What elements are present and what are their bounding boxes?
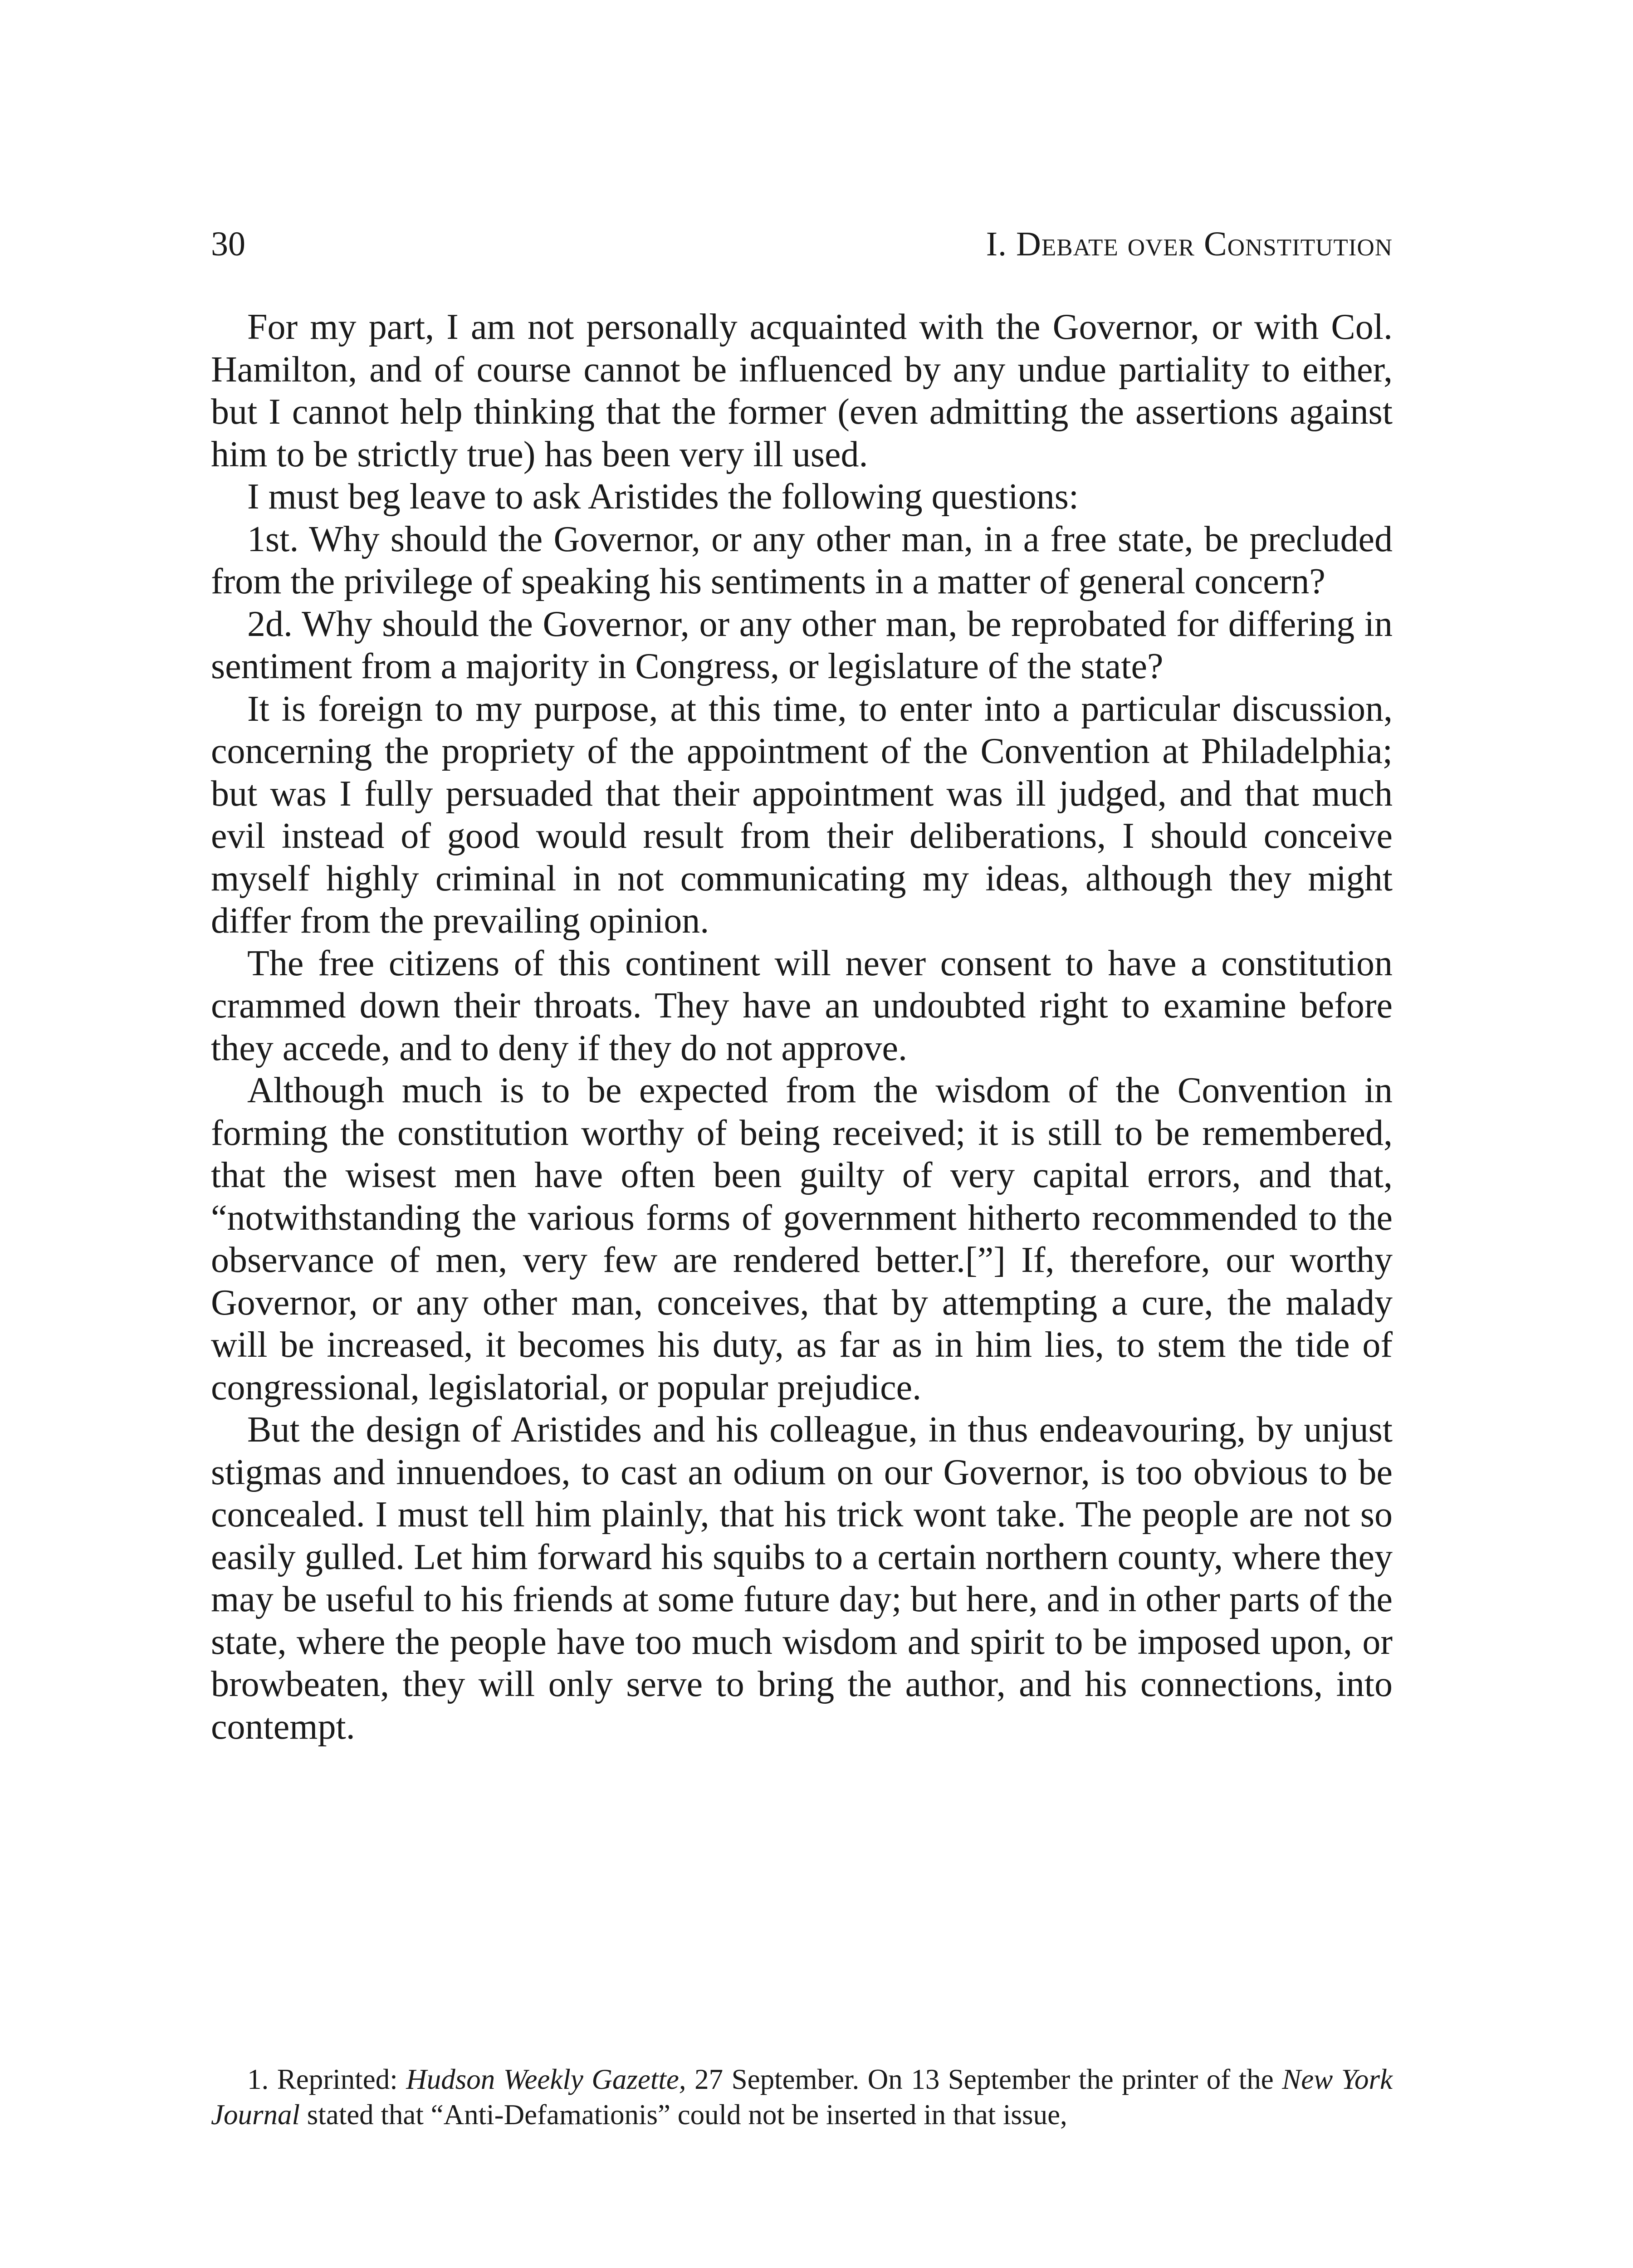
footnote-text xyxy=(211,2062,1393,2132)
paragraph: 2d. Why should the Governor, or any other man, be reprobated for differing in sentiment from a majority in Congress, or legislature of the state? xyxy=(211,604,1393,686)
page-header xyxy=(211,221,1393,267)
paragraph: Although much is to be expected from the wisdom of the Convention in forming the constitution worthy of being received; it is still to be remembered, that the wisest men have often been guilty of very capital errors, and that, “notwithstanding the various forms of government hitherto recommended to the observance of men, very few are rendered better.[”] If, therefore, our worthy Governor, or any other man, conceives, that by attempting a cure, the malady will be increased, it becomes his duty, as far as in him lies, to stem the tide of congressional, legislatorial, or popular prejudice. xyxy=(211,1070,1393,1408)
footnote-text-tail: stated that “Anti-Defamationis” could not be inserted in that issue, xyxy=(299,2099,1067,2131)
body-text xyxy=(211,306,1393,1748)
footnote-newspaper-title: New York Journal xyxy=(211,2063,1393,2131)
paragraph: The free citizens of this continent will never consent to have a constitution crammed down their throats. They have an undoubted right to examine before they accede, and to deny if they do not approve. xyxy=(211,943,1393,1068)
footnote-text-middle: 27 September. On 13 September the printer of the xyxy=(686,2063,1282,2095)
paragraph: I must beg leave to ask Aristides the following questions: xyxy=(247,477,1079,517)
footnote xyxy=(211,2062,1393,2132)
page-number: 30 xyxy=(211,225,245,263)
running-head: I. Debate over Constitution xyxy=(986,225,1393,263)
footnote-lead: 1. Reprinted: xyxy=(247,2063,406,2095)
paragraph: But the design of Aristides and his colleague, in thus endeavouring, by unjust stigmas and innuendoes, to cast an odium on our Governor, is too obvious to be concealed. I must tell him plainly, that his trick wont take. The people are not so easily gulled. Let him forward his squibs to a certain northern county, where they may be useful to his friends at some future day; but here, and in other parts of the state, where the people have too much wisdom and spirit to be imposed upon, or browbeaten, they will only serve to bring the author, and his connections, into contempt. xyxy=(211,1410,1393,1747)
paragraph: For my part, I am not personally acquainted with the Governor, or with Col. Hamilton, and of course cannot be influenced by any undue partiality to either, but I cannot help thinking that the former (even admitting the assertions against him to be strictly true) has been very ill used. xyxy=(211,307,1393,474)
paragraph: 1st. Why should the Governor, or any other man, in a free state, be precluded from the privilege of speaking his sentiments in a matter of general concern? xyxy=(211,519,1393,601)
footnote-newspaper-title: Hudson Weekly Gazette, xyxy=(406,2063,686,2095)
paragraph: It is foreign to my purpose, at this time, to enter into a particular discussion, concerning the propriety of the appointment of the Convention at Philadelphia; but was I fully persuaded that their appointment was ill judged, and that much evil instead of good would result from their deliberations, I should conceive myself highly criminal in not communicating my ideas, although they might differ from the prevailing opinion. xyxy=(211,689,1393,941)
